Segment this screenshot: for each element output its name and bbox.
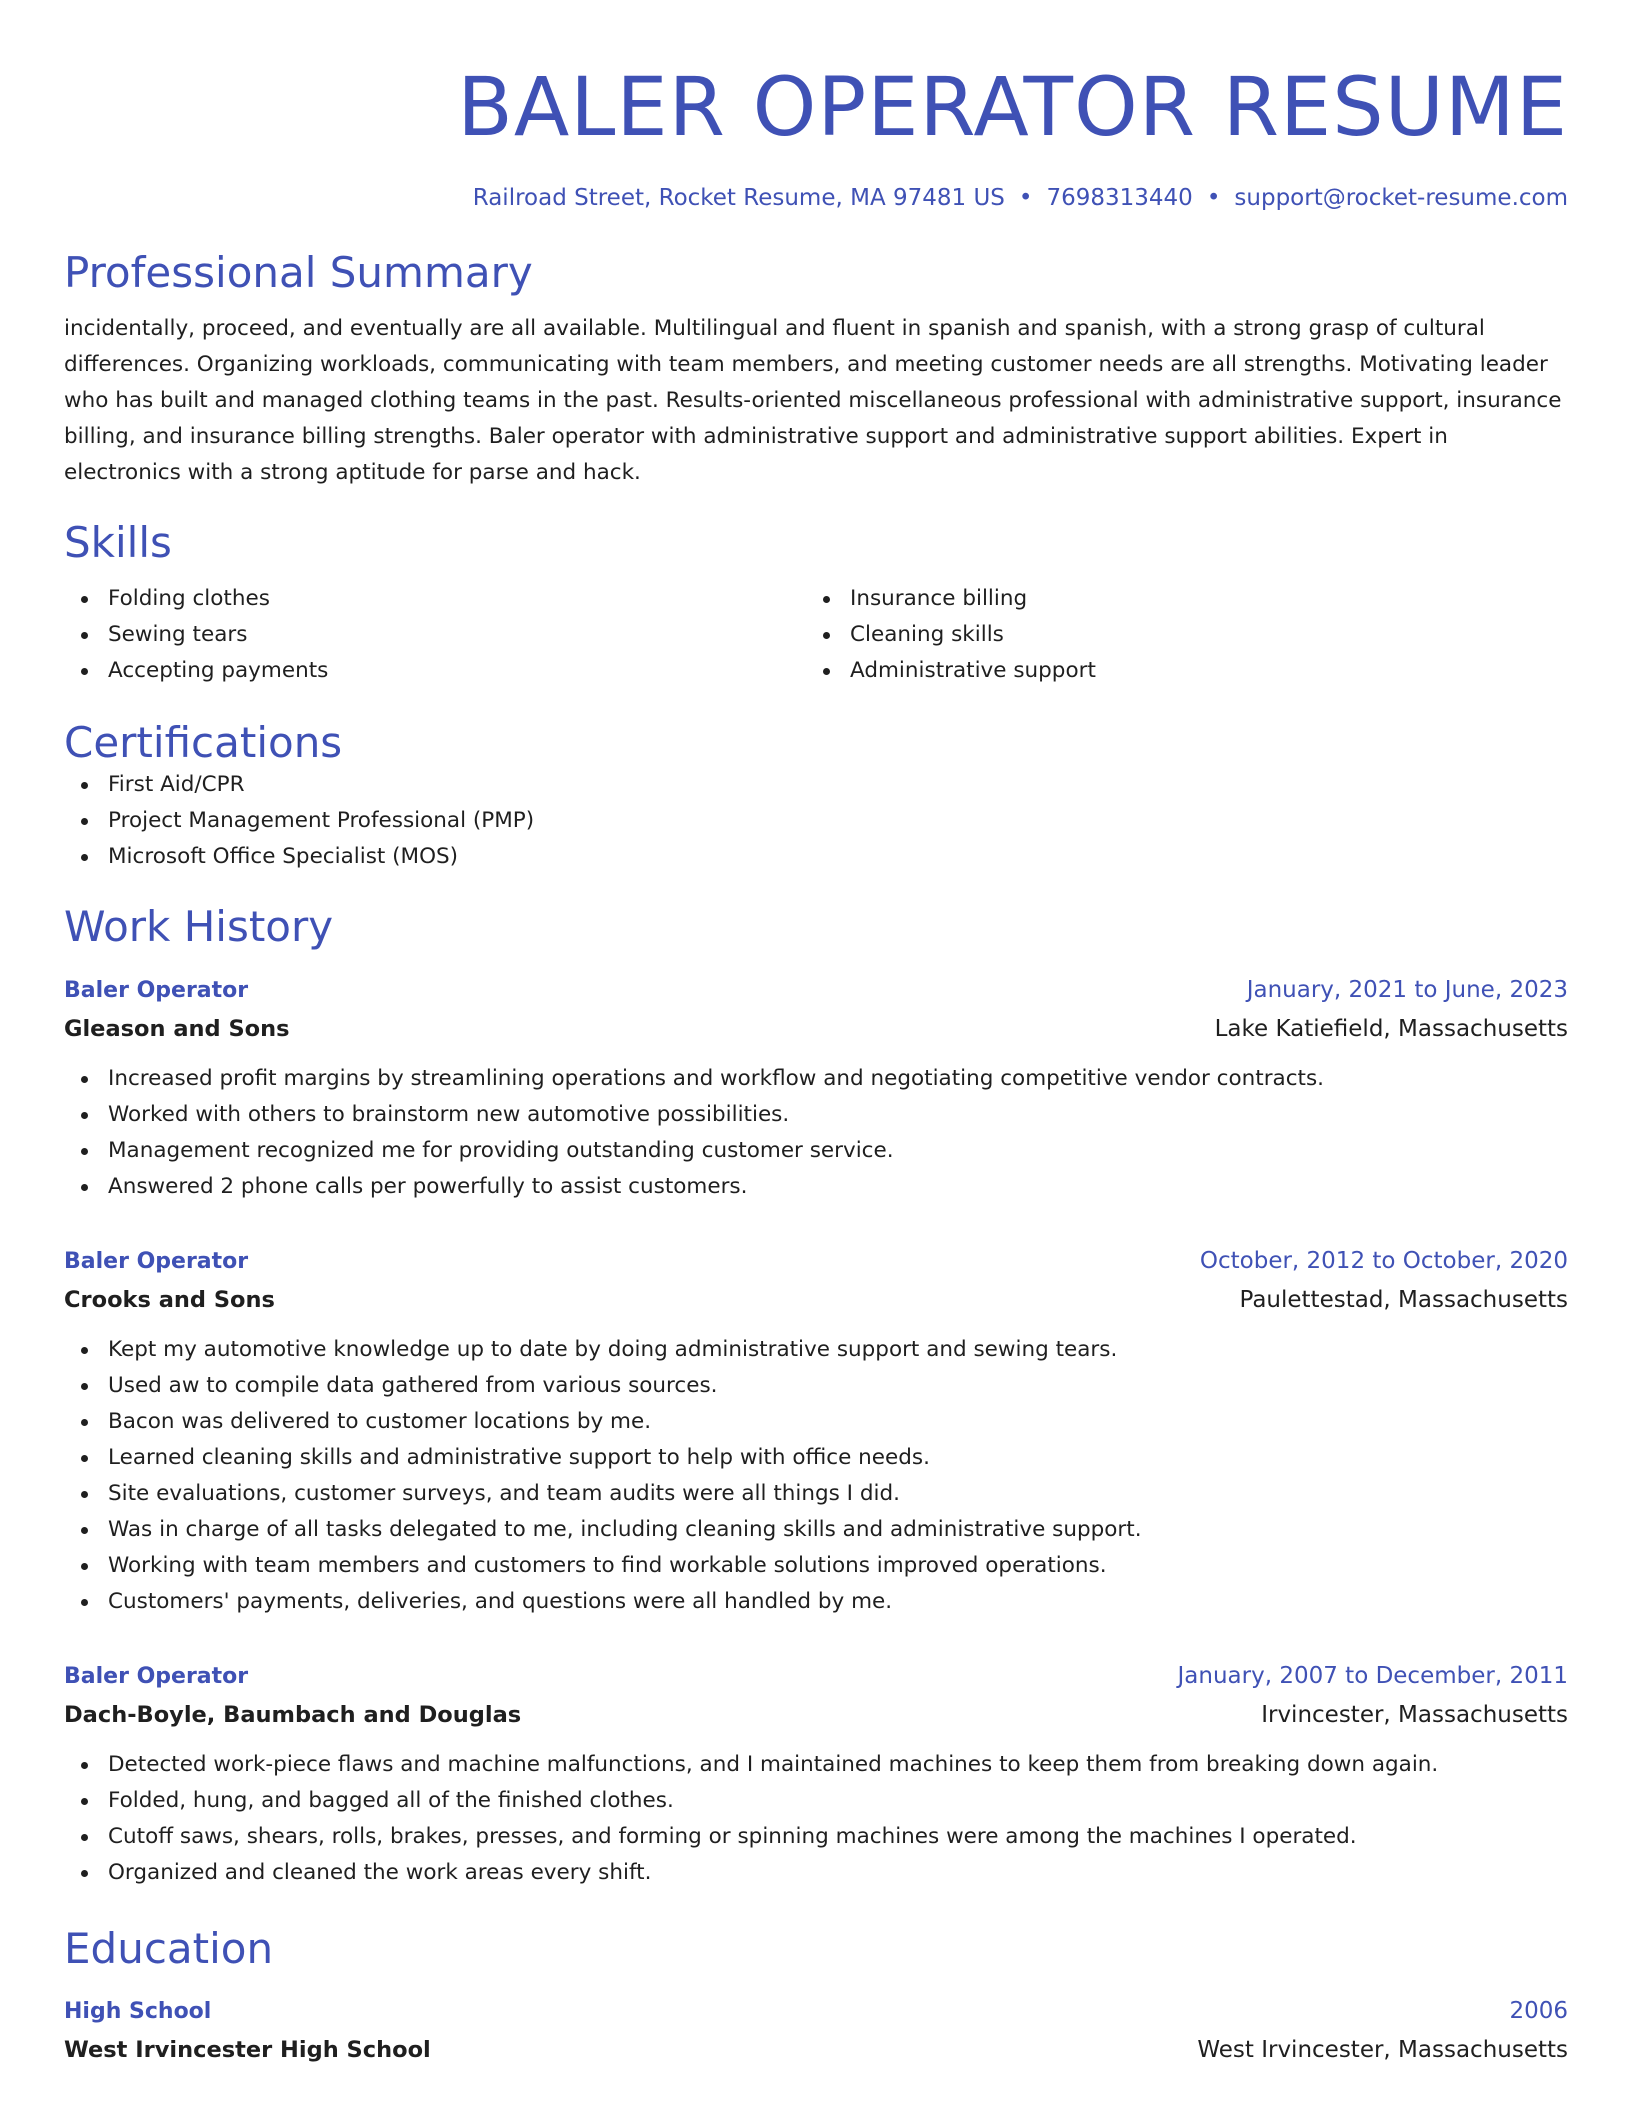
job-duty: Was in charge of all tasks delegated to me, including cleaning skills and administrative support. <box>64 1512 1568 1548</box>
contact-phone: 7698313440 <box>1046 185 1193 211</box>
work-history-heading: Work History <box>64 902 334 952</box>
job-entry <box>64 1658 1568 1891</box>
job-entry <box>64 1243 1568 1620</box>
skill-item: Insurance billing <box>806 581 1548 617</box>
skill-item: Folding clothes <box>64 581 806 617</box>
job-duty: Site evaluations, customer surveys, and team audits were all things I did. <box>64 1476 1568 1512</box>
job-duty: Management recognized me for providing outstanding customer service. <box>64 1133 1568 1169</box>
job-title-row <box>64 1658 1568 1695</box>
skill-item: Administrative support <box>806 653 1548 689</box>
job-location: Paulettestad, Massachusetts <box>1239 1286 1568 1313</box>
resume-title: BALER OPERATOR RESUME <box>457 61 1568 155</box>
job-dates: January, 2021 to June, 2023 <box>1246 976 1568 1003</box>
summary-heading: Professional Summary <box>64 247 533 297</box>
skills-list-right <box>806 581 1548 689</box>
job-duty: Bacon was delivered to customer locations by me. <box>64 1404 1568 1440</box>
contact-separator: • <box>1206 185 1221 211</box>
skill-item: Accepting payments <box>64 653 806 689</box>
job-duty: Organized and cleaned the work areas every shift. <box>64 1855 1568 1891</box>
job-company-row <box>64 1280 1568 1320</box>
job-location: Irvincester, Massachusetts <box>1261 1701 1568 1728</box>
job-company: Crooks and Sons <box>64 1286 275 1313</box>
education-degree: High School <box>64 1999 212 2025</box>
education-school: West Irvincester High School <box>64 2037 431 2064</box>
skill-item: Sewing tears <box>64 617 806 653</box>
job-location: Lake Katiefield, Massachusetts <box>1214 1015 1568 1042</box>
education-location: West Irvincester, Massachusetts <box>1197 2037 1568 2064</box>
education-year: 2006 <box>1509 1998 1568 2025</box>
job-title: Baler Operator <box>64 1663 249 1689</box>
job-duties-list <box>64 1747 1568 1891</box>
job-company: Gleason and Sons <box>64 1015 290 1042</box>
certifications-heading: Certifications <box>64 718 343 768</box>
contact-separator: • <box>1018 185 1033 211</box>
certifications-list <box>64 767 1568 875</box>
job-duty: Detected work-piece flaws and machine malfunctions, and I maintained machines to keep them from breaking down again. <box>64 1747 1568 1783</box>
job-company: Dach-Boyle, Baumbach and Douglas <box>64 1701 522 1728</box>
certification-item: Microsoft Office Specialist (MOS) <box>64 839 1568 875</box>
job-title-row <box>64 972 1568 1009</box>
job-entry <box>64 972 1568 1205</box>
job-dates: January, 2007 to December, 2011 <box>1177 1662 1568 1689</box>
skills-heading: Skills <box>64 517 172 567</box>
job-title: Baler Operator <box>64 977 249 1003</box>
skills-column-left <box>64 581 806 689</box>
job-company-row <box>64 1695 1568 1735</box>
job-title: Baler Operator <box>64 1248 249 1274</box>
education-heading: Education <box>64 1923 274 1973</box>
job-title-row <box>64 1243 1568 1280</box>
job-duty: Answered 2 phone calls per powerfully to assist customers. <box>64 1169 1568 1205</box>
job-duty: Working with team members and customers to find workable solutions improved operations. <box>64 1548 1568 1584</box>
job-duty: Used aw to compile data gathered from various sources. <box>64 1368 1568 1404</box>
job-duties-list <box>64 1332 1568 1620</box>
contact-email[interactable]: support@rocket-resume.com <box>1234 185 1568 211</box>
education-entry <box>64 1993 1568 2070</box>
skill-item: Cleaning skills <box>806 617 1548 653</box>
job-duty: Cutoff saws, shears, rolls, brakes, presses, and forming or spinning machines were among the machines I operated. <box>64 1819 1568 1855</box>
contact-address: Railroad Street, Rocket Resume, MA 97481 US <box>472 185 1005 211</box>
resume-header <box>64 60 1568 213</box>
job-duty: Increased profit margins by streamlining operations and workflow and negotiating competitive vendor contracts. <box>64 1061 1568 1097</box>
skills-list-left <box>64 581 806 689</box>
skills-column-right <box>806 581 1548 689</box>
job-duty: Learned cleaning skills and administrative support to help with office needs. <box>64 1440 1568 1476</box>
job-duty: Kept my automotive knowledge up to date by doing administrative support and sewing tears. <box>64 1332 1568 1368</box>
contact-line <box>64 185 1568 213</box>
job-duties-list <box>64 1061 1568 1205</box>
job-duty: Customers' payments, deliveries, and questions were all handled by me. <box>64 1584 1568 1620</box>
education-degree-row <box>64 1993 1568 2030</box>
certification-item: Project Management Professional (PMP) <box>64 803 1568 839</box>
summary-text: incidentally, proceed, and eventually are all available. Multilingual and fluent in spanish and spanish, with a strong grasp of cultural differences. Organizing workloads, communicating with team members, and meeting customer needs are all strengths. Motivating leader who has built and managed clothing teams in the past. Results-oriented miscellaneous professional with administrative support, insurance billing, and insurance billing strengths. Baler operator with administrative support and administrative support abilities. Expert in electronics with a strong aptitude for parse and hack. <box>64 315 1562 485</box>
job-duty: Worked with others to brainstorm new automotive possibilities. <box>64 1097 1568 1133</box>
education-school-row <box>64 2030 1568 2070</box>
job-dates: October, 2012 to October, 2020 <box>1199 1247 1568 1274</box>
job-company-row <box>64 1009 1568 1049</box>
skills-grid <box>64 581 1568 689</box>
job-duty: Folded, hung, and bagged all of the finished clothes. <box>64 1783 1568 1819</box>
certification-item: First Aid/CPR <box>64 767 1568 803</box>
